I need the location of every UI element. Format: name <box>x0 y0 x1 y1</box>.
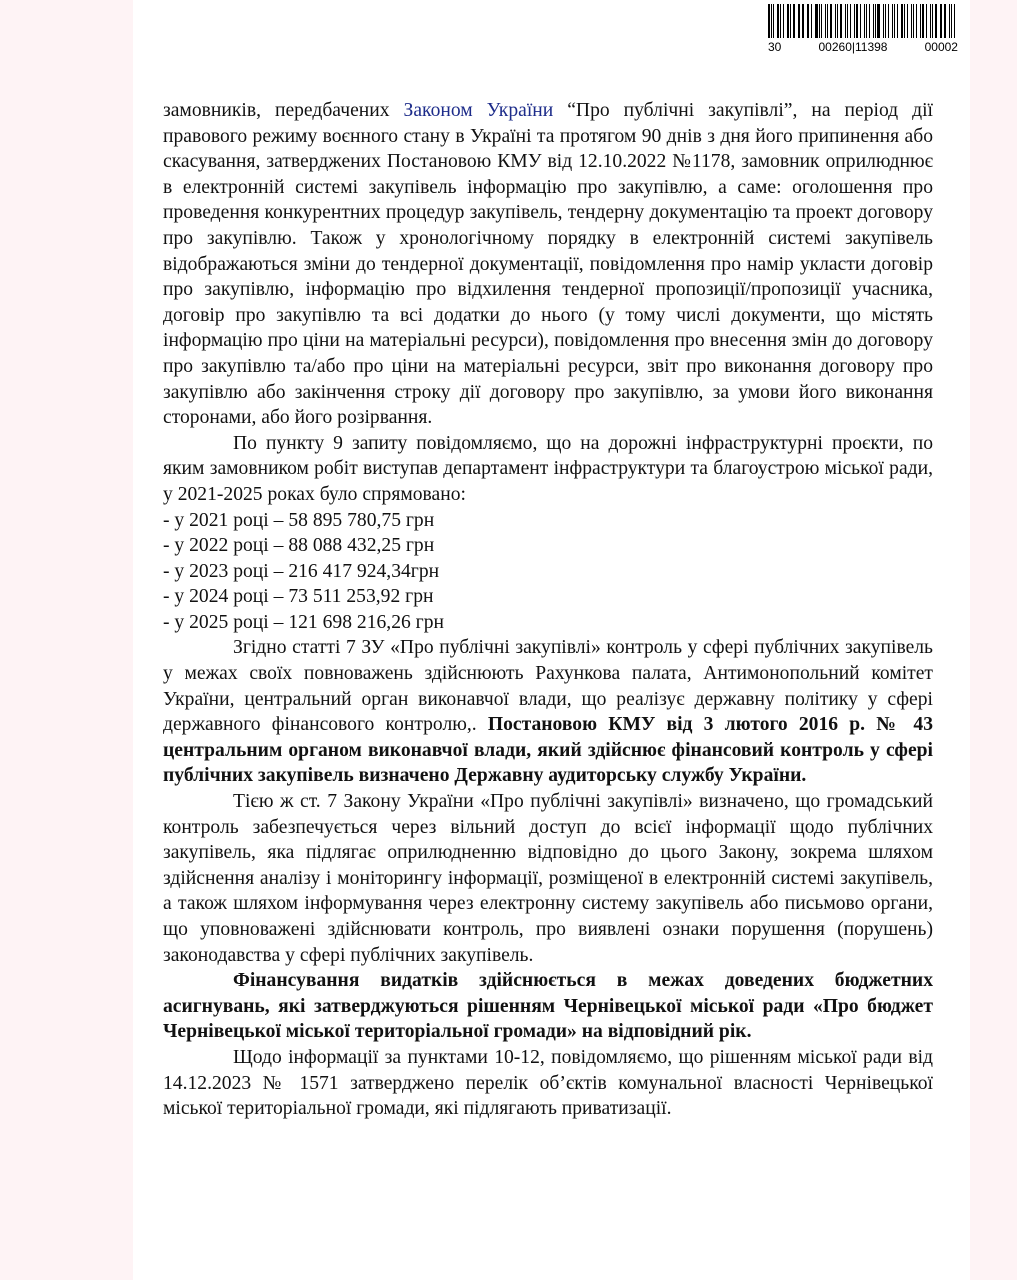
barcode-bar <box>771 4 772 38</box>
barcode-bar <box>940 4 941 38</box>
barcode-bar <box>821 4 822 38</box>
barcode-bar <box>827 4 828 38</box>
viewer-margin-left <box>0 0 133 1280</box>
barcode-bar <box>768 4 769 38</box>
barcode-bar <box>773 4 774 38</box>
barcode-bar <box>845 4 846 38</box>
barcode-bar <box>932 4 933 38</box>
law-link[interactable]: Законом України <box>403 100 554 121</box>
amount-2023: - у 2023 році – 216 417 924,34грн <box>163 560 440 582</box>
barcode-bar <box>877 4 879 38</box>
barcode-bar <box>913 4 914 38</box>
barcode-bar <box>777 4 779 38</box>
barcode-bar <box>911 4 912 38</box>
barcode-bar <box>949 4 950 38</box>
barcode-bar <box>916 4 917 38</box>
barcode-bar <box>892 4 893 38</box>
barcode-bar <box>798 4 799 38</box>
paragraph-public-control: Тією ж ст. 7 Закону України «Про публічні закупівлі» визначено, що громадський контроль забезпечується через вільний доступ до всієї інформації щодо публічних закупівель, яка підлягає оприлюдненню відповідно до цього Закону, зокрема шляхом здійснення аналізу і моніторингу інформації, розміщеної в електронній системі закупівель, а також шляхом інформування через електронну систему закупівель або письмово органи, що уповноважені здійснювати контроль, про виявлені ознаки порушення (порушень) законодавства у сфері публічних закупівель. <box>163 791 933 966</box>
barcode-bar <box>941 4 942 38</box>
amount-2022: - у 2022 році – 88 088 432,25 грн <box>163 535 435 557</box>
barcode-bar <box>783 4 784 38</box>
barcode-bar <box>869 4 870 38</box>
barcode-bar <box>904 4 905 38</box>
barcode-bar <box>793 4 795 38</box>
barcode-bar <box>864 4 865 38</box>
amount-2021: - у 2021 році – 58 895 780,75 грн <box>163 509 435 531</box>
barcode-bar <box>808 4 809 38</box>
barcode-bar <box>825 4 826 38</box>
barcode-bar <box>850 4 851 38</box>
barcode-bar <box>830 4 831 38</box>
barcode-bar <box>787 4 788 38</box>
barcode-bar <box>811 4 812 38</box>
barcode-bar <box>922 4 924 38</box>
barcode-bar <box>926 4 927 38</box>
barcode-bar <box>901 4 903 38</box>
barcode-digits-right: 00002 <box>924 40 958 54</box>
barcode-bar <box>897 4 898 38</box>
barcode-bar <box>819 4 820 38</box>
barcode-bar <box>944 4 946 38</box>
barcode-bar <box>951 4 952 38</box>
paragraph-control-bodies: Згідно статті 7 ЗУ «Про публічні закупівлі» контроль у сфері публічних закупівель у межах своїх повноважень здійснюють Рахункова палата, Антимонопольний комітет України, центральний орган виконавчої влади, що реалізує державну політику у сфері державного фінансового контролю,. Постановою КМУ від 3 лютого 2016 р. № 43 центральним органом виконавчої влади, який здійснює фінансовий контроль у сфері публічних закупівель визначено Державну аудиторську службу України. <box>163 637 933 787</box>
paragraph-privatization: Щодо інформації за пунктами 10-12, повідомляємо, що рішенням міської ради від 14.12.2023 № 1571 затверджено перелік об’єктів комунальної власності Чернівецької міської територіальної громади, які підлягають приватизації. <box>163 1046 933 1120</box>
barcode-bar <box>894 4 895 38</box>
barcode-bar <box>840 4 842 38</box>
barcode-bar <box>807 4 808 38</box>
paragraph-financing: Фінансування видатків здійснюється в межах доведених бюджетних асигнувань, які затверджуються рішенням Чернівецької міської ради «Про бюджет Чернівецької міської територіальної громади» на відповідний рік. <box>163 970 933 1043</box>
paragraph-road-projects: По пункту 9 запиту повідомляємо, що на дорожні інфраструктурні проєкти, по яким замовником робіт виступав департамент інфраструктури та благоустрою міської ради, у 2021-2025 роках було спрямовано: <box>163 432 933 505</box>
barcode-number <box>768 40 958 54</box>
amount-2024: - у 2024 році – 73 511 253,92 грн <box>163 586 434 608</box>
document-page <box>133 0 970 1280</box>
barcode-bar <box>883 4 884 38</box>
paragraph-law-continuation: замовників, передбачених Законом України “Про публічні закупівлі”, на період дії правового режиму воєнного стану в Україні та протягом 90 днів з дня його припинення або скасування, затверджених Постановою КМУ від 12.10.2022 №1178, замовник оприлюднює в електронній системі закупівель інформацію про закупівлю, а саме: оголошення про проведення конкурентних процедур закупівель, тендерну документацію та проект договору про закупівлю. Також у хронологічному порядку в електронній системі закупівель відображаються зміни до тендерної документації, повідомлення про намір укласти договір про закупівлю, інформацію про відхилення тендерної пропозиції/пропозиції учасника, договір про закупівлю та всі додатки до нього (у тому числі документи, що містять інформацію про ціни на матеріальні ресурси), повідомлення про внесення змін до договору про закупівлю та/або про ціни на матеріальні ресурси, звіт про виконання договору про закупівлю або закінчення строку дії договору про закупівлю, за умови його виконання сторонами, або його розірвання. <box>163 100 933 429</box>
barcode-bar <box>856 4 858 38</box>
barcode-bar <box>780 4 781 38</box>
barcode-bar <box>854 4 855 38</box>
barcode-bar <box>835 4 836 38</box>
barcode-digits-mid: 00260|11398 <box>818 40 888 54</box>
viewer-margin-right <box>970 0 1017 1280</box>
barcode-bar <box>954 4 955 38</box>
barcode-bar <box>790 4 791 38</box>
barcode-bar <box>930 4 931 38</box>
barcode-bar <box>815 4 817 38</box>
barcode-bars <box>768 4 958 38</box>
barcode-bar <box>873 4 874 38</box>
barcode-bar <box>847 4 848 38</box>
barcode-bar <box>866 4 867 38</box>
barcode-bar <box>907 4 908 38</box>
barcode-bar <box>885 4 886 38</box>
document-barcode <box>768 4 958 54</box>
barcode-bar <box>920 4 921 38</box>
barcode-bar <box>799 4 800 38</box>
resolution-note: Постановою КМУ від 3 лютого 2016 р. № 43 центральним органом виконавчої влади, який здійснює фінансовий контроль у сфері публічних закупівель визначено Державну аудиторську службу України. <box>163 714 933 787</box>
barcode-bar <box>935 4 936 38</box>
barcode-bar <box>875 4 876 38</box>
barcode-digits-left: 30 <box>768 40 782 54</box>
barcode-bar <box>860 4 861 38</box>
document-body <box>163 98 933 1122</box>
barcode-bar <box>837 4 838 38</box>
barcode-bar <box>802 4 803 38</box>
barcode-bar <box>888 4 889 38</box>
amount-2025: - у 2025 році – 121 698 216,26 грн <box>163 611 444 633</box>
